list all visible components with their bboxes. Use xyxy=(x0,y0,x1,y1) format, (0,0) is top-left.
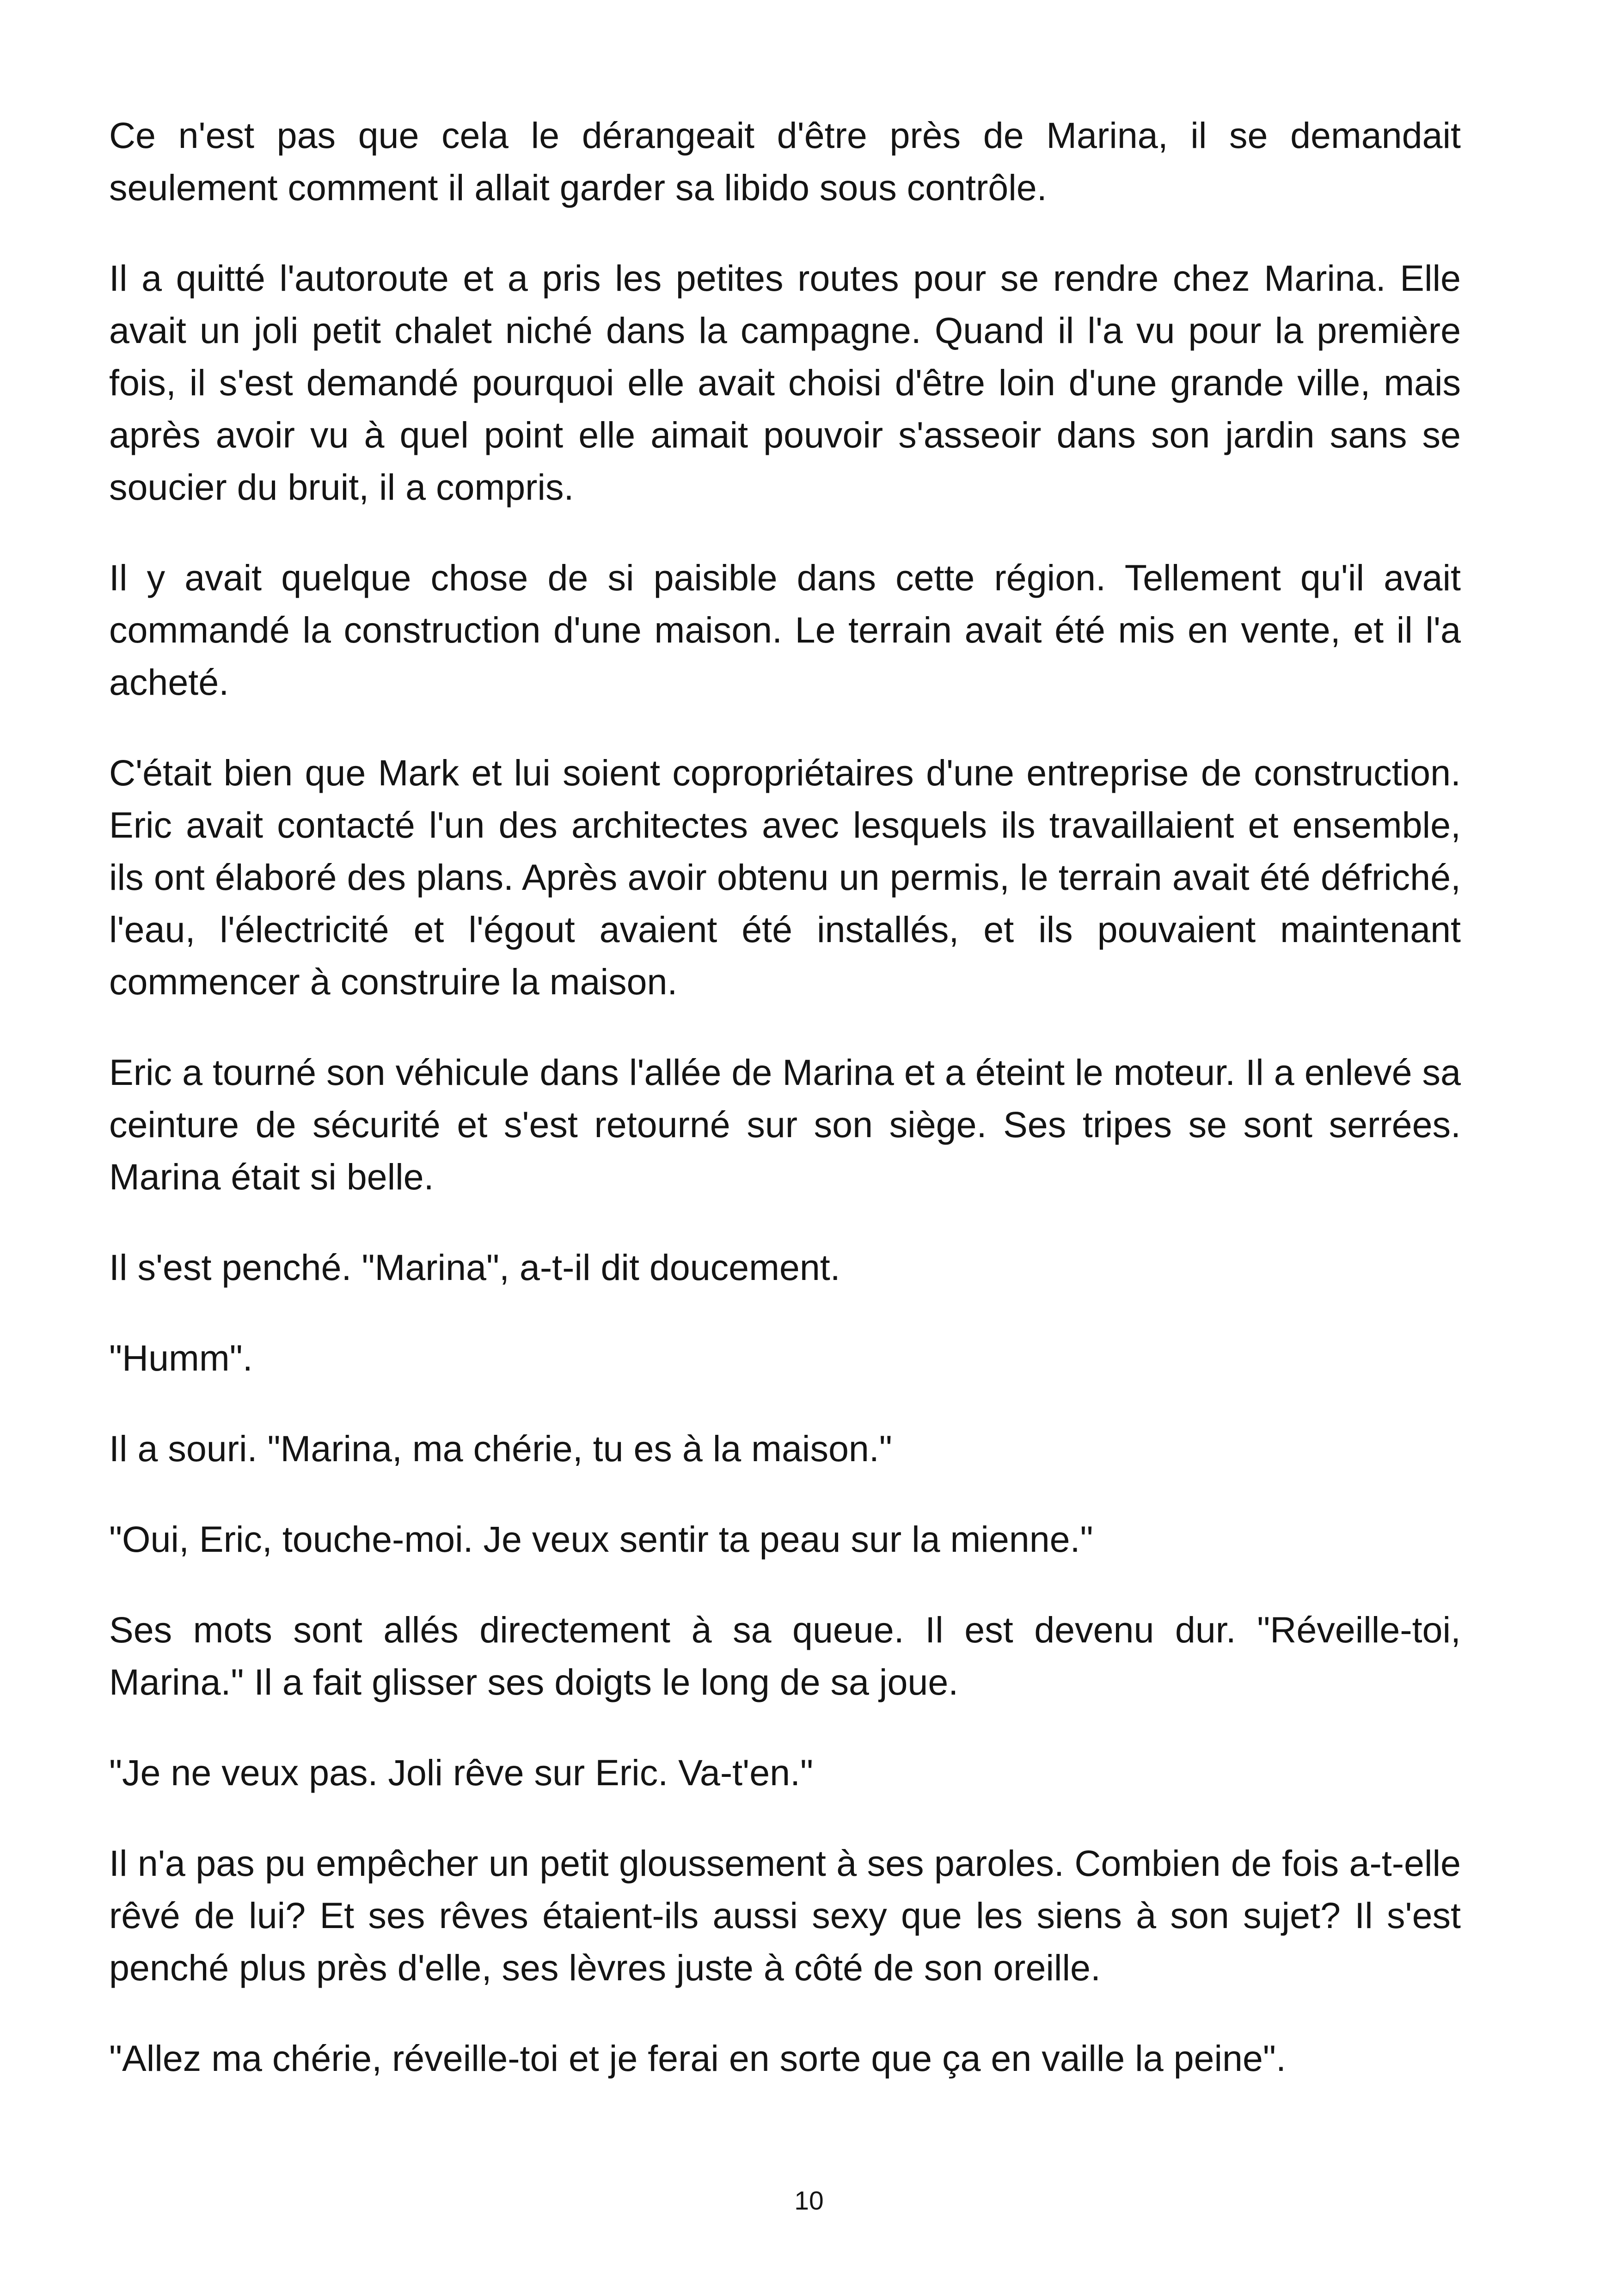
paragraph-7: "Humm". xyxy=(109,1337,253,1378)
paragraph-9: "Oui, Eric, touche-moi. Je veux sentir ta peau sur la mienne." xyxy=(109,1518,1093,1560)
paragraph-11: "Je ne veux pas. Joli rêve sur Eric. Va-t'en." xyxy=(109,1752,814,1793)
paragraph-8: Il a souri. "Marina, ma chérie, tu es à la maison." xyxy=(109,1428,892,1469)
paragraph-5: Eric a tourné son véhicule dans l'allée de Marina et a éteint le moteur. Il a enlevé sa ceinture de sécurité et s'est retourné sur son siège. Ses tripes se sont serrées. Marina était si belle. xyxy=(109,1052,1461,1197)
paragraph-2: Il a quitté l'autoroute et a pris les petites routes pour se rendre chez Marina. Elle avait un joli petit chalet niché dans la campagne. Quand il l'a vu pour la première fois, il s'est demandé pourquoi elle avait choisi d'être loin d'une grande ville, mais après avoir vu à quel point elle aimait pouvoir s'asseoir dans son jardin sans se soucier du bruit, il a compris. xyxy=(109,257,1461,508)
document-body xyxy=(109,109,1461,2084)
paragraph-12: Il n'a pas pu empêcher un petit gloussement à ses paroles. Combien de fois a-t-elle rêvé de lui? Et ses rêves étaient-ils aussi sexy que les siens à son sujet? Il s'est penché plus près d'elle, ses lèvres juste à côté de son oreille. xyxy=(109,1843,1461,1988)
paragraph-4: C'était bien que Mark et lui soient copropriétaires d'une entreprise de construction. Eric avait contacté l'un des architectes avec lesquels ils travaillaient et ensemble, ils ont élaboré des plans. Après avoir obtenu un permis, le terrain avait été défriché, l'eau, l'électricité et l'égout avaient été installés, et ils pouvaient maintenant commencer à construire la maison. xyxy=(109,752,1461,1002)
paragraph-13: "Allez ma chérie, réveille-toi et je ferai en sorte que ça en vaille la peine". xyxy=(109,2038,1286,2079)
paragraph-3: Il y avait quelque chose de si paisible dans cette région. Tellement qu'il avait commandé la construction d'une maison. Le terrain avait été mis en vente, et il l'a acheté. xyxy=(109,557,1461,703)
page-number: 10 xyxy=(794,2186,824,2216)
paragraph-6: Il s'est penché. "Marina", a-t-il dit doucement. xyxy=(109,1247,840,1288)
paragraph-1: Ce n'est pas que cela le dérangeait d'être près de Marina, il se demandait seulement comment il allait garder sa libido sous contrôle. xyxy=(109,115,1461,208)
paragraph-10: Ses mots sont allés directement à sa queue. Il est devenu dur. "Réveille-toi, Marina." Il a fait glisser ses doigts le long de sa joue. xyxy=(109,1609,1461,1702)
